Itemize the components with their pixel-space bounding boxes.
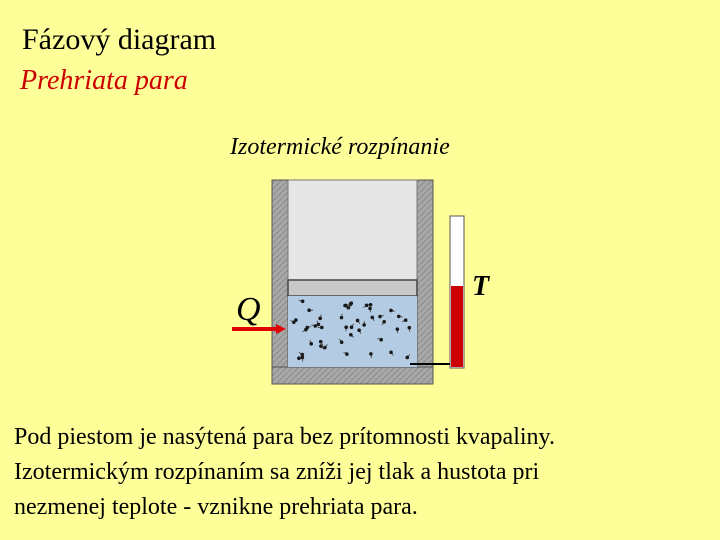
molecule (397, 315, 401, 319)
molecule (379, 338, 383, 342)
molecule (340, 316, 344, 320)
molecule (370, 316, 374, 320)
molecule (396, 327, 400, 331)
molecule (368, 307, 372, 311)
molecule (297, 356, 301, 360)
piston (288, 280, 417, 296)
molecule (292, 321, 296, 325)
molecule (378, 315, 382, 319)
cylinder-bottom (272, 367, 433, 384)
molecule (301, 356, 305, 360)
molecule (323, 346, 327, 350)
heat-label: Q (236, 291, 261, 328)
molecule (319, 340, 323, 344)
description-line: Pod piestom je nasýtená para bez prítomnosti kvapaliny. (14, 424, 555, 450)
molecule (362, 323, 366, 327)
molecule (365, 304, 369, 308)
molecule (369, 352, 373, 356)
cylinder-inner-space (288, 180, 417, 280)
diagram-caption: Izotermické rozpínanie (230, 134, 450, 160)
molecule (318, 317, 322, 321)
thermometer-mercury (451, 286, 463, 367)
molecule (314, 324, 318, 328)
molecule (350, 325, 354, 329)
molecule (304, 328, 308, 332)
molecule (344, 325, 348, 329)
molecule (309, 342, 313, 346)
description-line: nezmenej teplote - vznikne prehriata para. (14, 494, 418, 520)
molecule (307, 308, 311, 312)
molecule (369, 303, 373, 307)
cylinder-left-wall (272, 180, 288, 384)
molecule (320, 326, 324, 330)
molecule (349, 302, 353, 306)
temperature-label: T (472, 271, 490, 302)
description-line: Izotermickým rozpínaním sa zníži jej tlak a hustota pri (14, 459, 540, 485)
molecule (343, 304, 347, 308)
molecule (357, 328, 361, 332)
molecule (340, 340, 344, 344)
molecule (301, 300, 305, 304)
molecule (389, 309, 393, 313)
description-text (14, 420, 714, 525)
molecule (349, 333, 353, 337)
molecule (356, 319, 360, 323)
molecule (405, 356, 409, 360)
molecule (404, 318, 408, 322)
molecule (345, 352, 349, 356)
slide-title: Fázový diagram (22, 23, 217, 56)
molecule (408, 326, 412, 330)
cylinder-right-wall (417, 180, 433, 384)
molecule (389, 350, 393, 354)
slide-subtitle: Prehriata para (20, 65, 188, 96)
molecule (317, 323, 321, 327)
molecule (319, 344, 323, 348)
molecule (382, 320, 386, 324)
